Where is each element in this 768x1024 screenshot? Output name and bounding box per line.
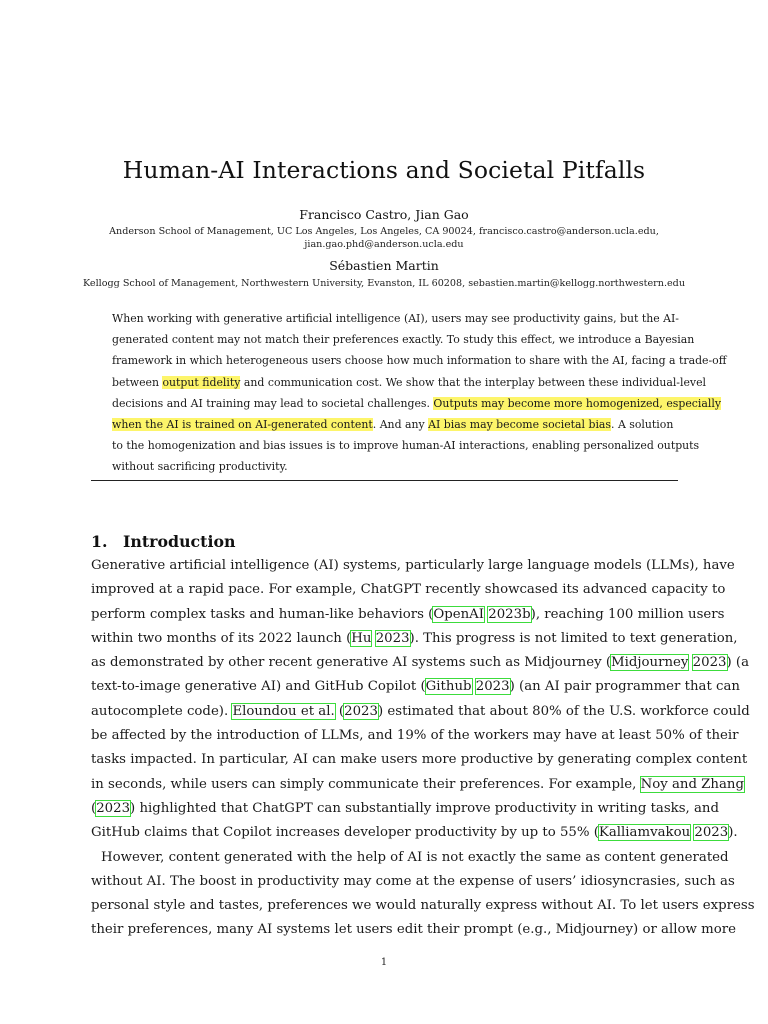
body-text: autocomplete code). xyxy=(91,703,233,719)
abstract-line: to the homogenization and bias issues is to improve human-AI interactions, enabling personalized outputs xyxy=(112,439,700,453)
body-line: their preferences, many AI systems let users edit their prompt (e.g., Midjourney) or allow more xyxy=(91,922,736,938)
body-line xyxy=(91,651,750,675)
citation-link[interactable]: 2023 xyxy=(694,825,729,841)
author-affiliation-1 xyxy=(95,225,673,251)
citation-link[interactable]: 2023 xyxy=(475,679,510,695)
body-line xyxy=(91,627,738,651)
body-line xyxy=(91,773,744,797)
affiliation-1-line2: jian.gao.phd@anderson.ucla.edu xyxy=(304,239,464,250)
body-line xyxy=(91,700,750,724)
page-number: 1 xyxy=(380,957,388,968)
section-title: Introduction xyxy=(123,532,236,551)
abstract-text: . A solution xyxy=(611,417,674,431)
body-text: ) (an AI pair programmer that can xyxy=(509,679,740,695)
body-line: personal style and tastes, preferences we would naturally express without AI. To let users express xyxy=(91,898,755,914)
citation-link[interactable]: 2023 xyxy=(344,703,378,719)
author-names-1: Francisco Castro, Jian Gao xyxy=(299,207,469,222)
citation-link[interactable]: 2023b xyxy=(488,606,531,622)
citation-link[interactable]: Kalliamvakou xyxy=(598,825,691,841)
abstract-line: When working with generative artificial intelligence (AI), users may see productivity gains, but the AI- xyxy=(112,312,679,325)
body-text: in seconds, while users can simply communicate their preferences. For example, xyxy=(91,776,641,792)
highlight: when the AI is trained on AI-generated content xyxy=(112,417,373,431)
body-line xyxy=(91,821,738,845)
body-text: GitHub claims that Copilot increases developer productivity by up to 55% ( xyxy=(91,825,599,841)
body-text: ). This progress is not limited to text generation, xyxy=(409,630,738,646)
body-text: ) (a xyxy=(726,655,750,671)
body-line: improved at a rapid pace. For example, ChatGPT recently showcased its advanced capacity to xyxy=(91,582,726,598)
author-affiliation-2: Kellogg School of Management, Northwestern University, Evanston, IL 60208, sebastien.martin@kellogg.northwestern.edu xyxy=(83,278,685,289)
abstract-text: and communication cost. We show that the interplay between these individual-level xyxy=(240,375,707,389)
abstract-line: framework in which heterogeneous users choose how much information to share with the AI, facing a trade-off xyxy=(112,354,727,368)
body-line xyxy=(91,603,725,627)
citation-link[interactable]: Github xyxy=(425,679,472,695)
body-text: ) estimated that about 80% of the U.S. workforce could xyxy=(377,703,750,719)
abstract-line: without sacrificing productivity. xyxy=(112,460,288,474)
citation-link[interactable]: Noy and Zhang xyxy=(640,776,744,792)
body-line: However, content generated with the help of AI is not exactly the same as content generated xyxy=(101,849,729,865)
body-line: Generative artificial intelligence (AI) systems, particularly large language models (LLMs), have xyxy=(91,558,735,573)
body-line xyxy=(91,675,740,699)
section-number: 1. xyxy=(91,532,108,551)
section-heading xyxy=(91,532,236,551)
citation-link[interactable]: 2023 xyxy=(692,655,727,671)
abstract-text: decisions and AI training may lead to societal challenges. xyxy=(112,396,434,410)
affiliation-1-line1: Anderson School of Management, UC Los Angeles, Los Angeles, CA 90024, francisco.castro@anderson.ucla.edu, xyxy=(109,226,659,237)
abstract-line xyxy=(112,414,674,435)
paper-title: Human-AI Interactions and Societal Pitfalls xyxy=(122,156,646,184)
abstract-text: . And any xyxy=(372,417,429,431)
body-line: be affected by the introduction of LLMs, and 19% of the workers may have at least 50% of their xyxy=(91,728,739,744)
body-line: tasks impacted. In particular, AI can make users more productive by generating complex content xyxy=(91,752,748,768)
body-text: within two months of its 2022 launch ( xyxy=(91,630,352,646)
body-text: ) highlighted that ChatGPT can substantially improve productivity in writing tasks, and xyxy=(130,800,719,816)
body-text: ), reaching 100 million users xyxy=(530,606,725,622)
abstract-line: generated content may not match their preferences exactly. To study this effect, we introduce a Bayesian xyxy=(112,333,695,347)
citation-link[interactable]: Midjourney xyxy=(611,655,689,671)
citation-link[interactable]: Hu xyxy=(351,630,372,646)
highlight: AI bias may become societal bias xyxy=(428,417,612,431)
abstract-text: between xyxy=(112,375,163,389)
body-text: text-to-image generative AI) and GitHub Copilot ( xyxy=(91,679,426,695)
citation-link[interactable]: 2023 xyxy=(375,630,410,646)
abstract-line xyxy=(112,393,721,414)
abstract xyxy=(112,308,727,478)
body-line: without AI. The boost in productivity may come at the expense of users’ idiosyncrasies, such as xyxy=(91,873,735,889)
body-text: perform complex tasks and human-like behaviors ( xyxy=(91,606,434,622)
highlight: output fidelity xyxy=(162,375,241,389)
highlight: Outputs may become more homogenized, especially xyxy=(433,396,721,410)
body-line xyxy=(91,797,719,821)
body-text: as demonstrated by other recent generative AI systems such as Midjourney ( xyxy=(91,655,612,671)
abstract-divider xyxy=(91,480,678,481)
introduction-body xyxy=(91,554,755,943)
body-text: ( xyxy=(334,703,345,719)
body-text: ). xyxy=(728,825,738,841)
abstract-line xyxy=(112,372,707,393)
citation-link[interactable]: OpenAI xyxy=(433,606,485,622)
citation-link[interactable]: Eloundou et al. xyxy=(232,703,335,719)
citation-link[interactable]: 2023 xyxy=(96,800,131,816)
body-text: ( xyxy=(91,800,97,816)
author-names-2: Sébastien Martin xyxy=(329,258,439,273)
